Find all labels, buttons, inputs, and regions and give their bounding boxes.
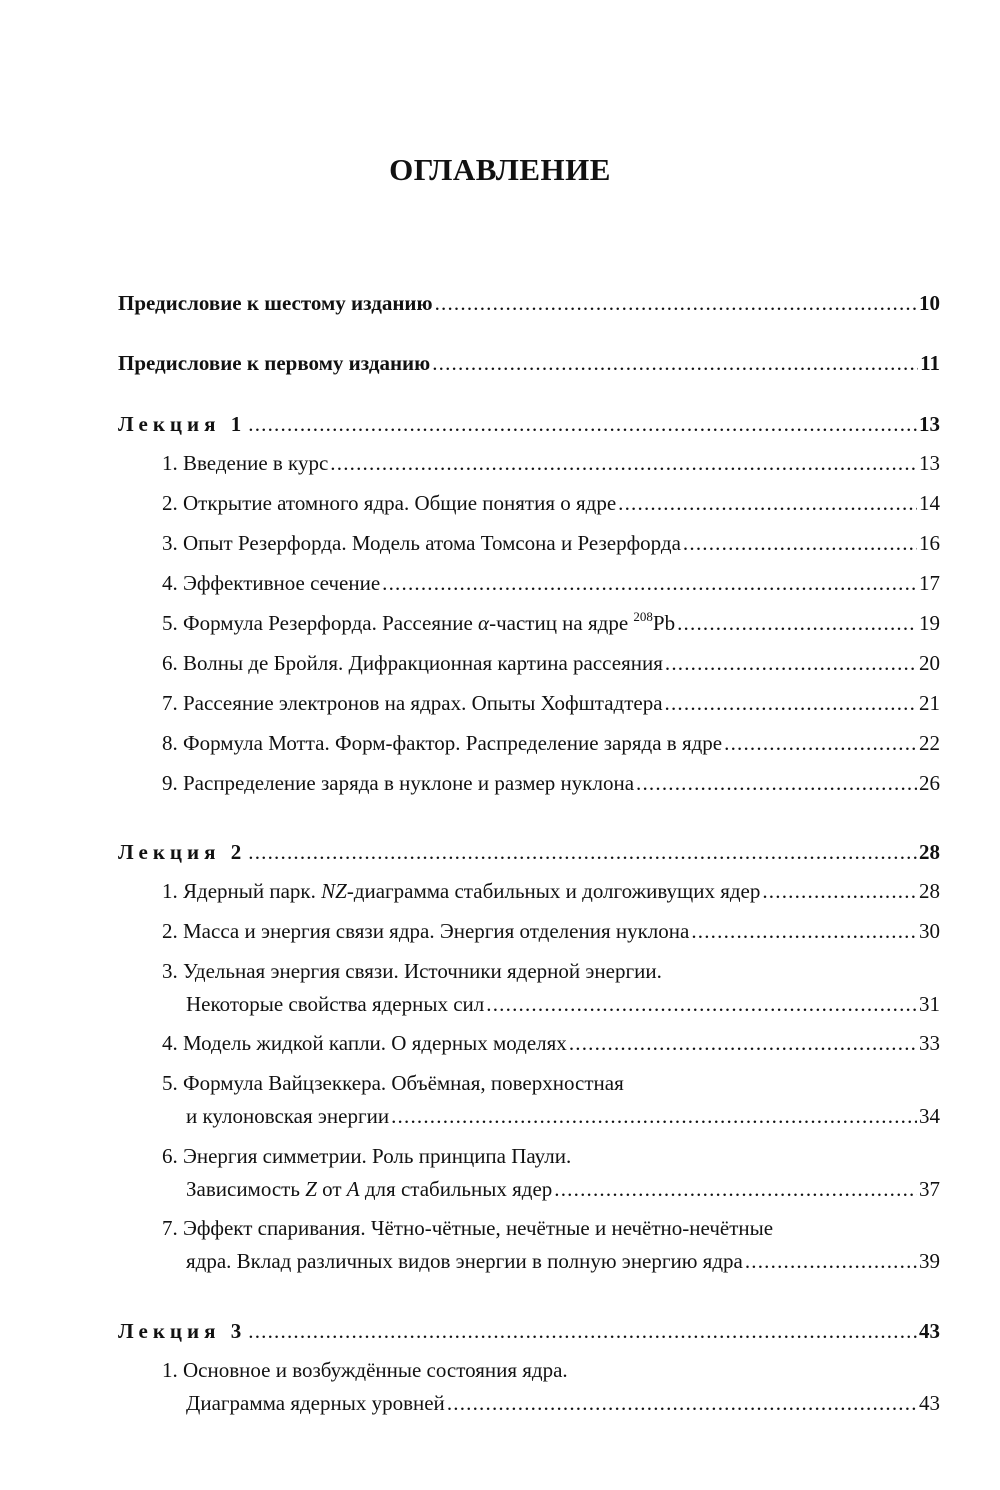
toc-page: 20 [919,651,940,675]
toc-lecture-2[interactable] [118,839,940,865]
toc-item[interactable] [162,730,940,756]
toc-label-part: -диаграмма стабильных и долгоживущих ядер [346,879,761,903]
leader-dots [745,1248,917,1274]
leader-dots [677,610,917,636]
toc-item[interactable] [162,570,940,596]
toc-label: Лекция 1 [118,412,247,436]
leader-dots [665,650,917,676]
toc-label: 8. Формула Мотта. Форм-фактор. Распределение заряда в ядре [162,731,723,755]
leader-dots [636,770,917,796]
toc-item[interactable] [162,878,940,904]
toc-item[interactable] [162,530,940,556]
toc-label-part: 5. Формула Резерфорда. Рассеяние [162,611,479,635]
toc-item-line1: 5. Формула Вайцзеккера. Объёмная, поверхностная [162,1071,624,1095]
toc-label: 2. Открытие атомного ядра. Общие понятия о ядре [162,491,617,515]
leader-dots [665,690,917,716]
toc-preface-first[interactable] [118,350,940,376]
toc-page: 30 [919,919,940,943]
toc-label-part: для стабильных ядер [359,1177,553,1201]
toc-page: 43 [919,1391,940,1415]
toc-label: 4. Эффективное сечение [162,571,381,595]
toc-label-part: от [316,1177,347,1201]
leader-dots [330,450,917,476]
toc-item[interactable] [162,610,940,636]
toc-page: 16 [919,531,940,555]
toc-lecture-1[interactable] [118,411,940,437]
toc-page: 10 [919,291,940,315]
toc-label: Лекция 2 [118,840,247,864]
toc-item[interactable] [186,1390,940,1416]
toc-item[interactable] [162,770,940,796]
toc-page: 31 [919,992,940,1016]
toc-item[interactable] [162,490,940,516]
element-symbol: Pb [652,611,676,635]
toc-label: и кулоновская энергии [186,1104,390,1128]
toc-page: 21 [919,691,940,715]
toc-label: Лекция 3 [118,1319,247,1343]
toc-item[interactable] [186,1103,940,1129]
toc-label: 6. Волны де Бройля. Дифракционная картина рассеяния [162,651,663,675]
toc-page: 22 [919,731,940,755]
isotope-mass-number: 208 [633,609,653,624]
toc-page: 28 [919,840,940,864]
toc-page: 33 [919,1031,940,1055]
leader-dots [248,839,917,865]
toc-page: 17 [919,571,940,595]
leader-dots [618,490,917,516]
toc-label: Диаграмма ядерных уровней [186,1391,445,1415]
toc-page: 11 [920,351,940,375]
toc-item-line1: 1. Основное и возбуждённые состояния ядра. [162,1358,568,1382]
leader-dots [432,350,918,376]
toc-label: Предисловие к первому изданию [118,351,431,375]
toc-label [162,878,760,904]
toc-item[interactable] [162,690,940,716]
page-title: ОГЛАВЛЕНИЕ [389,152,611,187]
toc-label: 7. Рассеяние электронов на ядрах. Опыты Хофштадтера [162,691,663,715]
leader-dots [569,1030,917,1056]
toc-label-part: Зависимость [186,1177,306,1201]
toc-item[interactable] [186,1176,940,1202]
leader-dots [683,530,917,556]
toc-label: 2. Масса и энергия связи ядра. Энергия отделения нуклона [162,919,690,943]
leader-dots [447,1390,917,1416]
toc-label-part: -частиц на ядре [489,611,634,635]
leader-dots [391,1103,917,1129]
toc-label: 1. Введение в курс [162,451,329,475]
toc-label: Предисловие к шестому изданию [118,291,433,315]
toc-item[interactable] [162,918,940,944]
toc-page: 43 [919,1319,940,1343]
toc-page: 37 [919,1177,940,1201]
toc-label: 4. Модель жидкой капли. О ядерных моделях [162,1031,567,1055]
toc-item-line1: 6. Энергия симметрии. Роль принципа Паули. [162,1144,572,1168]
toc-page: 13 [919,412,940,436]
alpha-symbol: α [478,611,490,635]
toc-label [162,610,675,636]
toc-page: 14 [919,491,940,515]
z-symbol: Z [305,1177,317,1201]
toc-label-part: 1. Ядерный парк. [162,879,322,903]
leader-dots [691,918,917,944]
leader-dots [248,411,917,437]
toc-item[interactable] [162,450,940,476]
leader-dots [554,1176,917,1202]
a-symbol: A [346,1177,360,1201]
toc-label: 3. Опыт Резерфорда. Модель атома Томсона и Резерфорда [162,531,681,555]
leader-dots [762,878,917,904]
toc-label [186,1176,552,1202]
toc-page: 34 [919,1104,940,1128]
toc-page: 39 [919,1249,940,1273]
nz-symbol: NZ [321,879,347,903]
leader-dots [382,570,917,596]
toc-page: 19 [919,611,940,635]
toc-label: 9. Распределение заряда в нуклоне и размер нуклона [162,771,635,795]
toc-preface-sixth[interactable] [118,290,940,316]
leader-dots [486,991,917,1017]
leader-dots [724,730,917,756]
toc-item[interactable] [186,991,940,1017]
toc-lecture-3[interactable] [118,1318,940,1344]
toc-page: 26 [919,771,940,795]
leader-dots [435,290,917,316]
toc-item-line1: 7. Эффект спаривания. Чётно-чётные, нечётные и нечётно-нечётные [162,1216,774,1240]
toc-label: ядра. Вклад различных видов энергии в полную энергию ядра [186,1249,743,1273]
toc-label: Некоторые свойства ядерных сил [186,992,485,1016]
toc-item-line1: 3. Удельная энергия связи. Источники ядерной энергии. [162,959,662,983]
toc-item[interactable] [186,1248,940,1274]
toc-item[interactable] [162,1030,940,1056]
leader-dots [248,1318,917,1344]
toc-page: 13 [919,451,940,475]
toc-page: 28 [919,879,940,903]
toc-item[interactable] [162,650,940,676]
